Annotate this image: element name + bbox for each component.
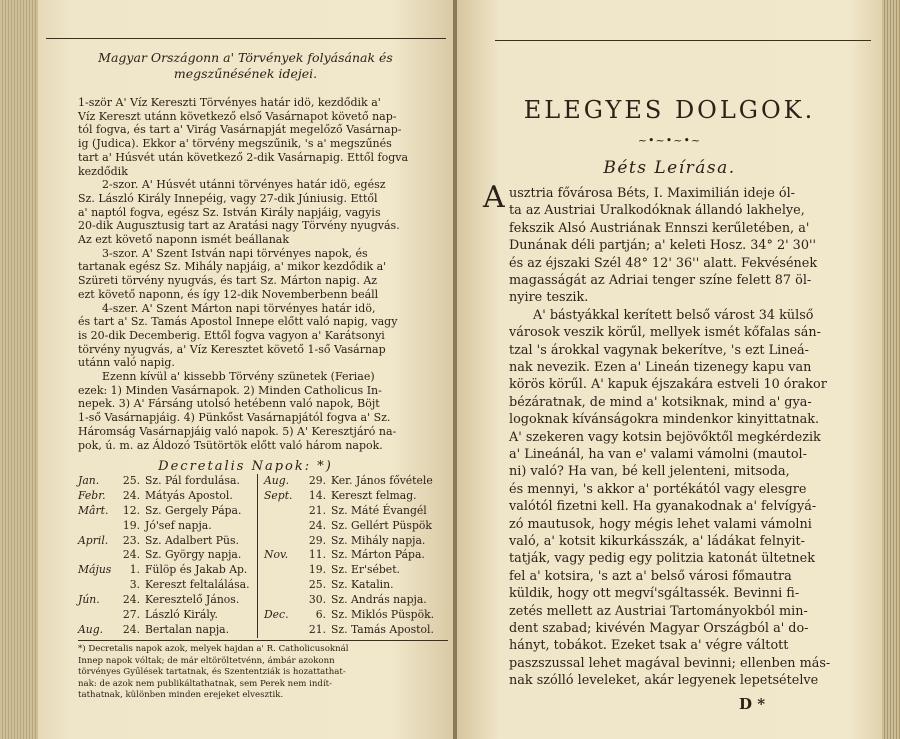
text-line: bézáratnak, de mind a' kotsiknak, mind a' gya- [509,394,812,410]
right-page-edges [882,0,900,739]
text-line: Innep napok vóltak; de már eltöröltetvénn, ámbár azokonn [78,655,335,666]
month-label: Mârt. [78,503,109,517]
day-number: 24. [122,488,140,502]
text-line: zó mautusok, hogy mégis lehet valami vámolni [509,516,812,532]
decretalis-row [264,519,449,534]
decretalis-row [78,608,256,623]
decretalis-row [78,519,256,534]
text-line: Az ezt követő naponn ismét beállanak [78,233,290,246]
text-line: városok veszik körűl, mellyek ismét kőfalas sán- [509,325,821,341]
section-title: ELEGYES DOLGOK. [523,96,816,124]
text-line: nak nevezik. Ezen a' Lineán tizenegy kapu van [509,360,812,375]
decretalis-row [78,578,256,593]
text-line: ig (Judica). Ekkor a' törvény megszűnik, 's a' megszűnés [78,137,392,151]
day-number: 30. [308,593,326,607]
decretalis-row [78,593,256,608]
decretalis-right-column [264,474,449,638]
decretalis-row [264,593,449,608]
text-line: tart a' Húsvét után következő 2-dik Vasárnapig. Ettől fogva [78,150,409,164]
top-rule [46,38,446,39]
month-label: Jan. [78,474,100,487]
left-page-edges [0,0,38,739]
text-line: 3-szor. A' Szent István napi törvényes napok, és [102,246,368,260]
text-line: és tart a' Sz. Tamás Apostol Innepe előtt való napig, vagy [78,315,398,329]
decretalis-row [78,504,256,519]
right-page [457,0,882,739]
day-number: 6. [315,608,326,622]
day-number: 24. [122,548,140,562]
text-line: 20-dik Augusztusig tart az Aratási nagy Törvény nyugvás. [78,219,400,233]
decretalis-row [78,563,256,578]
decretalis-row [264,548,449,563]
day-number: 27. [122,608,140,622]
text-line: Dunának déli partján; a' keleti Hosz. 34° 2' 30'' [509,238,817,254]
day-number: 29. [308,474,326,487]
month-label: Nov. [264,548,289,562]
column-divider [257,474,258,638]
decretalis-row [78,489,256,504]
ornament-divider: ~•~•~•~ [637,134,702,147]
text-line: Ezenn kívül a' kissebb Törvény szünetek (Feriae) [102,370,375,383]
month-label: Dec. [264,608,289,622]
text-line: paszszussal lehet magával bevinni; ellenben más- [509,655,831,671]
feast-name: Sz. György napja. [145,548,242,562]
text-line: tartanak egész Sz. Mihály napjáig, a' mikor kezdődik a' [78,260,387,274]
decretalis-row [78,623,256,638]
left-heading-line2: megszűnésének idejei. [173,66,318,81]
month-label: Május [78,563,112,577]
text-line: is 20-dik Decemberig. Ettől fogva vagyon a' Karátsonyi [78,328,385,342]
text-line: *) Decretalis napok azok, melyek hajdan a' R. Catholicusoknál [78,644,349,654]
footnote-rule [78,640,448,641]
day-number: 29. [308,533,326,547]
feast-name: Kereszt felmag. [331,488,417,502]
text-line: zetés mellett az Austriai Tartományokból min- [509,603,808,619]
month-label: Aug. [264,474,290,487]
decretalis-row [264,608,449,623]
feast-name: Sz. Márton Pápa. [331,548,425,562]
decretalis-row [264,578,449,593]
text-line: tatják, vagy pedig egy politzia katonát ültetnek [509,551,815,567]
text-line: valótól fizetni kell. Ha gyanakodnak a' felvígyá- [509,499,817,515]
text-line: tathatnak, különben minden erejeket elvesztik. [78,690,284,701]
text-line: ni) való? Ha van, bé kell jelenteni, mitsoda, [509,464,790,480]
top-rule-right [495,40,871,41]
decretalis-row [264,534,449,549]
month-label: Jún. [78,593,100,607]
feast-name: Sz. Pál fordulása. [145,474,240,487]
day-number: 21. [308,622,326,636]
text-line: nak szólló leveleket, akár legyenek lepetsételve [509,673,819,689]
day-number: 3. [129,578,140,592]
text-line: és mennyi, 's akkor a' portékától vagy elesgre [509,481,807,497]
text-line: nyire teszik. [509,290,589,306]
feast-name: Jó'sef napja. [145,518,212,532]
text-line: Sz. László Király Innepéig, vagy 27-dik Júniusig. Ettől [78,191,378,205]
text-line: magasságát az Adriai tenger színe felett 87 öl- [509,273,812,288]
decretalis-row [264,489,449,504]
text-line: A' bástyákkal kerített belső várost 34 külső [533,307,814,323]
feast-name: Sz. Mihály napja. [331,533,426,547]
signature-mark: D * [739,695,766,713]
decretalis-row [264,563,449,578]
decretalis-row [264,623,449,638]
day-number: 25. [122,474,140,487]
text-line: hányt, tobákot. Ezeket tsak a' végre váltott [509,638,789,654]
feast-name: Sz. Miklós Püspök. [331,608,435,622]
text-line: és az éjszaki Szél 48° 12' 36'' alatt. Fekvésének [509,255,818,271]
text-line: kezdődik [78,164,128,178]
feast-name: Kereszt feltalálása. [145,578,250,592]
text-line: törvény nyugvás, a' Víz Keresztet követő 1-ső Vasárnap [78,342,386,356]
drop-cap: A [483,180,505,215]
feast-name: Bertalan napja. [145,622,230,636]
text-line: 2-szor. A' Húsvét utánni törvényes határ idö, egész [102,178,386,192]
text-line: dent szabad; kivévén Magyar Országból a' do- [509,621,809,636]
text-line: ezt követő naponn, és így 12-dik Novemberbenn beáll [78,287,379,301]
text-line: küldik, hogy ott megví'sgáltassék. Bevinni fi- [509,586,800,602]
decretalis-row [264,504,449,519]
text-line: ta az Austriai Uralkodóknak állandó lakhelye, [509,203,805,219]
decretalis-row [78,474,256,489]
month-label: Febr. [78,488,106,502]
text-line: usztria fővárosa Béts, I. Maximilián ideje ól- [509,186,795,201]
text-line: való, a' kotsit kikurkásszák, a' ládákat felnyit- [509,534,806,549]
text-line: pok, ú. m. az Áldozó Tsütörtök előtt való három napok. [78,438,383,452]
feast-name: Sz. Tamás Apostol. [331,622,434,636]
feast-name: Sz. Er'sébet. [331,563,400,577]
text-line: fekszik Alsó Austriának Ennszi kerűletében, a' [509,220,810,236]
text-line: nak: de azok nem publikáltathatnak, sem Perek nem indít- [78,678,333,689]
decretalis-row [78,534,256,549]
day-number: 14. [308,488,326,502]
text-line: A' szekeren vagy kotsin bejövőktől megkérdezik [509,429,821,445]
text-line: a' naptól fogva, egész Sz. István Király napjáig, vagyis [78,205,381,219]
day-number: 24. [308,518,326,532]
feast-name: Ker. János fővétele [331,474,433,487]
text-line: Háromság Vasárnapjáig való napok. 5) A' Keresztjáró na- [78,424,397,438]
decretalis-row [78,548,256,563]
text-line: fel a' kotsira, 's azt a' belső városi főmautra [509,568,792,584]
month-label: April. [78,533,109,547]
decretalis-row [264,474,449,489]
day-number: 24. [122,593,140,607]
month-label: Sept. [264,488,293,502]
day-number: 23. [122,533,140,547]
text-line: Víz Kereszt utánn következő első Vasárnapot követő nap- [78,109,397,123]
feast-name: Fülöp és Jakab Ap. [145,563,248,577]
day-number: 24. [122,622,140,636]
section-subtitle: Béts Leírása. [603,158,736,178]
text-line: törvényes Gyűlések tartatnak, és Szententziák is hozattathat- [78,667,346,678]
day-number: 1. [129,563,140,577]
feast-name: Sz. Gergely Pápa. [145,503,242,517]
decretalis-left-column [78,474,256,638]
day-number: 11. [308,548,326,562]
text-line: logoknak kívánságokra mindenkor kinyittatnak. [509,412,820,428]
feast-name: Keresztelő János. [145,593,240,607]
text-line: utánn való napig. [78,356,175,370]
feast-name: Sz. András napja. [331,593,427,607]
text-line: ezek: 1) Minden Vasárnapok. 2) Minden Catholicus In- [78,383,382,397]
decretalis-title: Decretalis Napok: *) [158,459,333,474]
day-number: 21. [308,503,326,517]
text-line: körös körűl. A' kapuk éjszakára estveli 10 órakor [509,377,827,393]
text-line: 4-szer. A' Szent Márton napi törvényes határ idö, [102,301,376,315]
text-line: 1-ső Vasárnapjáig. 4) Pünkőst Vasárnapjától fogva a' Sz. [78,411,391,425]
left-heading-line1: Magyar Országonn a' Törvények folyásának és [98,50,393,65]
left-page [38,0,453,739]
feast-name: Sz. Katalin. [331,578,394,592]
day-number: 12. [122,503,140,517]
text-line: a' Lineánál, ha van e' valami vámolni (mautol- [509,447,807,462]
feast-name: Sz. Máté Évangél [331,503,427,517]
text-line: tól fogva, és tart a' Virág Vasárnapját megelőző Vasárnap- [78,123,402,137]
day-number: 19. [308,563,326,577]
feast-name: Mátyás Apostol. [145,488,233,502]
day-number: 25. [308,578,326,592]
month-label: Aug. [78,622,104,636]
text-line: tzal 's árokkal vagynak bekerítve, 's ezt Lineá- [509,342,809,358]
text-line: 1-ször A' Víz Kereszti Törvényes határ idö, kezdődik a' [78,96,381,109]
text-line: Szüreti törvény nyugvás, és tart Sz. Márton napig. Az [78,274,378,288]
feast-name: Sz. Adalbert Püs. [145,533,239,547]
text-line: nepek. 3) A' Fársáng utolsó hetébenn való napok, Böjt [78,397,380,411]
feast-name: Sz. Gellért Püspök [331,518,432,532]
day-number: 19. [122,518,140,532]
feast-name: László Király. [145,608,218,622]
